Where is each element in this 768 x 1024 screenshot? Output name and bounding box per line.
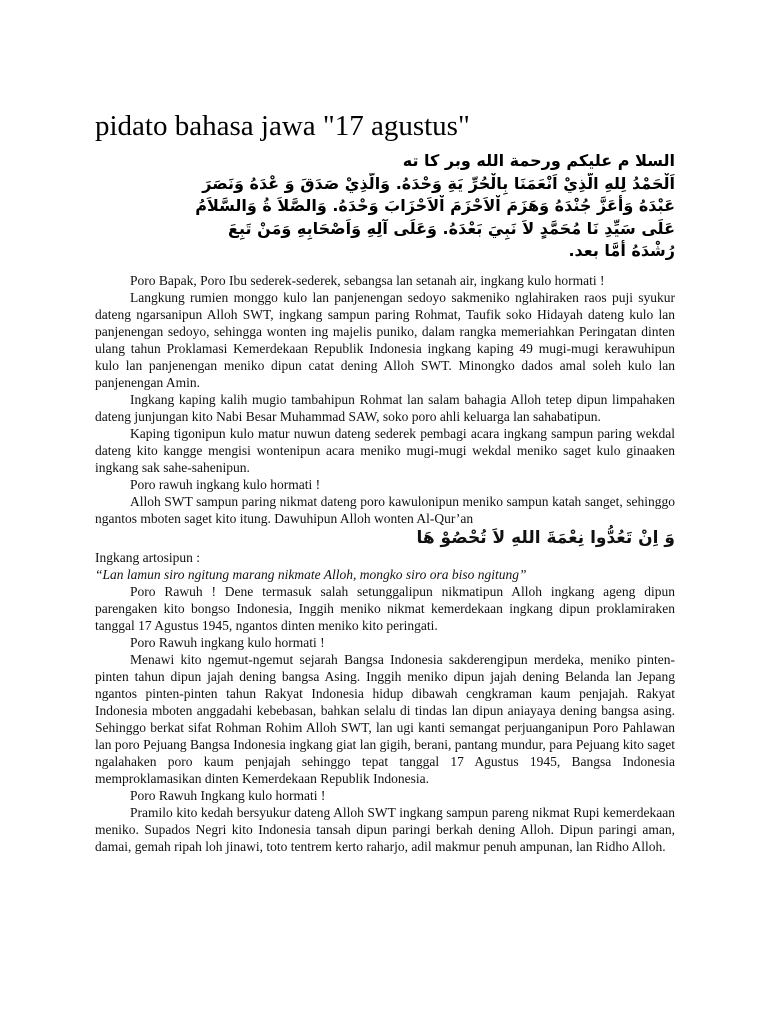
arabic-line: السلا م عليكم ورحمة الله وبر كا ته (402, 151, 675, 170)
paragraph: Poro rawuh ingkang kulo hormati ! (130, 477, 321, 492)
paragraph: Poro Bapak, Poro Ibu sederek-sederek, sebangsa lan setanah air, ingkang kulo hormati ! (130, 273, 605, 288)
translation-quote: “Lan lamun siro ngitung marang nikmate Alloh, mongko siro ora biso ngitung” (95, 567, 527, 582)
translation-label: Ingkang artosipun : (95, 550, 200, 565)
arabic-line: اَلْحَمْدُ لِلهِ الَّذِيْ اَنْعَمَنَا بِالْحُرِّ يَةِ وَحْدَهُ. وَالَّذِيْ صَدَقَ وَ عْدَهُ وَنَصَرَ (202, 173, 675, 193)
paragraph: Menawi kito ngemut-ngemut sejarah Bangsa Indonesia sakderengipun merdeka, meniko pinten-pinten tahun dipun jajah dening bangsa Asing. Inggih meniko dipun jajah dening Belanda lan Jepang ngantos pinten-pinten tahun Rakyat Indonesia hidup dibawah cengkraman kaum penjajah. Rakyat Indonesia mboten anggadahi kebebasan, bahkan selalu di tindas lan dipun aniayaya dening bangsa asing. Sehinggo berkat sifat Rohman Rohim Alloh SWT, lan ugi kanti semangat perjuanganipun Poro Pahlawan lan poro Pejuang Bangsa Indonesia ingkang giat lan gigih, berani, pantang mundur, para Pejuang kito saget ngalahaken poro kaum penjajah sehinggo tepat tanggal 17 Agustus 1945, Bangsa Indonesia memproklamasikan dinten Kemerdekaan Republik Indonesia. (95, 652, 675, 786)
paragraph: Ingkang kaping kalih mugio tambahipun Rohmat lan salam bahagia Alloh tetep dipun limpahaken dateng junjungan kito Nabi Besar Muhammad SAW, soko poro ahli keluarga lan sahabatipun. (95, 392, 675, 424)
quran-ayah: وَ اِنْ تَعُدُّوا نِعْمَةَ اللهِ لاَ تُحْصُوْ هَا (416, 528, 675, 548)
paragraph: Poro Rawuh ! Dene termasuk salah setunggalipun nikmatipun Alloh ingkang ageng dipun parengaken kito bongso Indonesia, Inggih meniko nikmat kemerdekaan ingkang dipun proklamiraken tanggal 17 Agustus 1945, ngantos dinten meniko kito peringati. (95, 584, 675, 633)
arabic-line: عَلَى سَيِّدِ نَا مُحَمَّدٍ لاَ نَبِيَ بَعْدَهُ. وَعَلَى آلِهِ وَاَصْحَابِهِ وَمَنْ تَبِعَ (228, 218, 675, 238)
paragraph: Langkung rumien monggo kulo lan panjenengan sedoyo sakmeniko nglahiraken raos puji syukur dateng ngarsanipun Alloh SWT, ingkang sampun paring Rohmat, Taufik soko Hidayah dateng kulo lan panjenengan sedoyo, sehingga wonten ing majelis puniko, dalam rangka memeriahkan Peringatan dinten ulang tahun Proklamasi Kemerdekaan Republik Indonesia ingkang kaping 49 mugi-mugi kerawuhipun kulo lan panjenengan meniko dipun catat dening Alloh SWT. Minongko dados amal soleh kulo lan panjenengan Amin. (95, 290, 675, 390)
paragraph: Pramilo kito kedah bersyukur dateng Alloh SWT ingkang sampun pareng nikmat Rupi kemerdekaan meniko. Supados Negri kito Indonesia tansah dipun paringi berkah dening Alloh. Dipun paringi aman, damai, gemah ripah loh jinawi, toto tentrem kerto raharjo, adil makmur penuh ampunan, lan Ridho Alloh. (95, 805, 675, 854)
paragraph: Poro Rawuh Ingkang kulo hormati ! (130, 788, 326, 803)
arabic-line: رُشْدَهُ أَمَّا بعد. (568, 241, 675, 260)
paragraph: Poro Rawuh ingkang kulo hormati ! (130, 635, 325, 650)
document-title: pidato bahasa jawa "17 agustus" (95, 110, 470, 142)
paragraph: Kaping tigonipun kulo matur nuwun dateng sederek pembagi acara ingkang sampun paring wekdal dateng kito kangge mengisi wontenipun acara meniko mugi-mugi wekdal meniko saget kulo ginaaken ingkang sak sahe-sahenipun. (95, 426, 675, 475)
arabic-opening (95, 150, 675, 263)
paragraph: Alloh SWT sampun paring nikmat dateng poro kawulonipun meniko sampun katah sanget, sehinggo ngantos mboten saget kito itung. Dawuhipun Alloh wonten Al-Qur’an (95, 494, 675, 526)
arabic-line: عَبْدَهُ وَأَعَزَّ جُنْدَهُ وَهَزَمَ اْلاَحْزَمَ اْلاَحْزَابَ وَحْدَهُ. وَالصَّلاَ ةُ وَالسَّلاَمُ (195, 196, 675, 215)
speech-body (95, 272, 675, 855)
